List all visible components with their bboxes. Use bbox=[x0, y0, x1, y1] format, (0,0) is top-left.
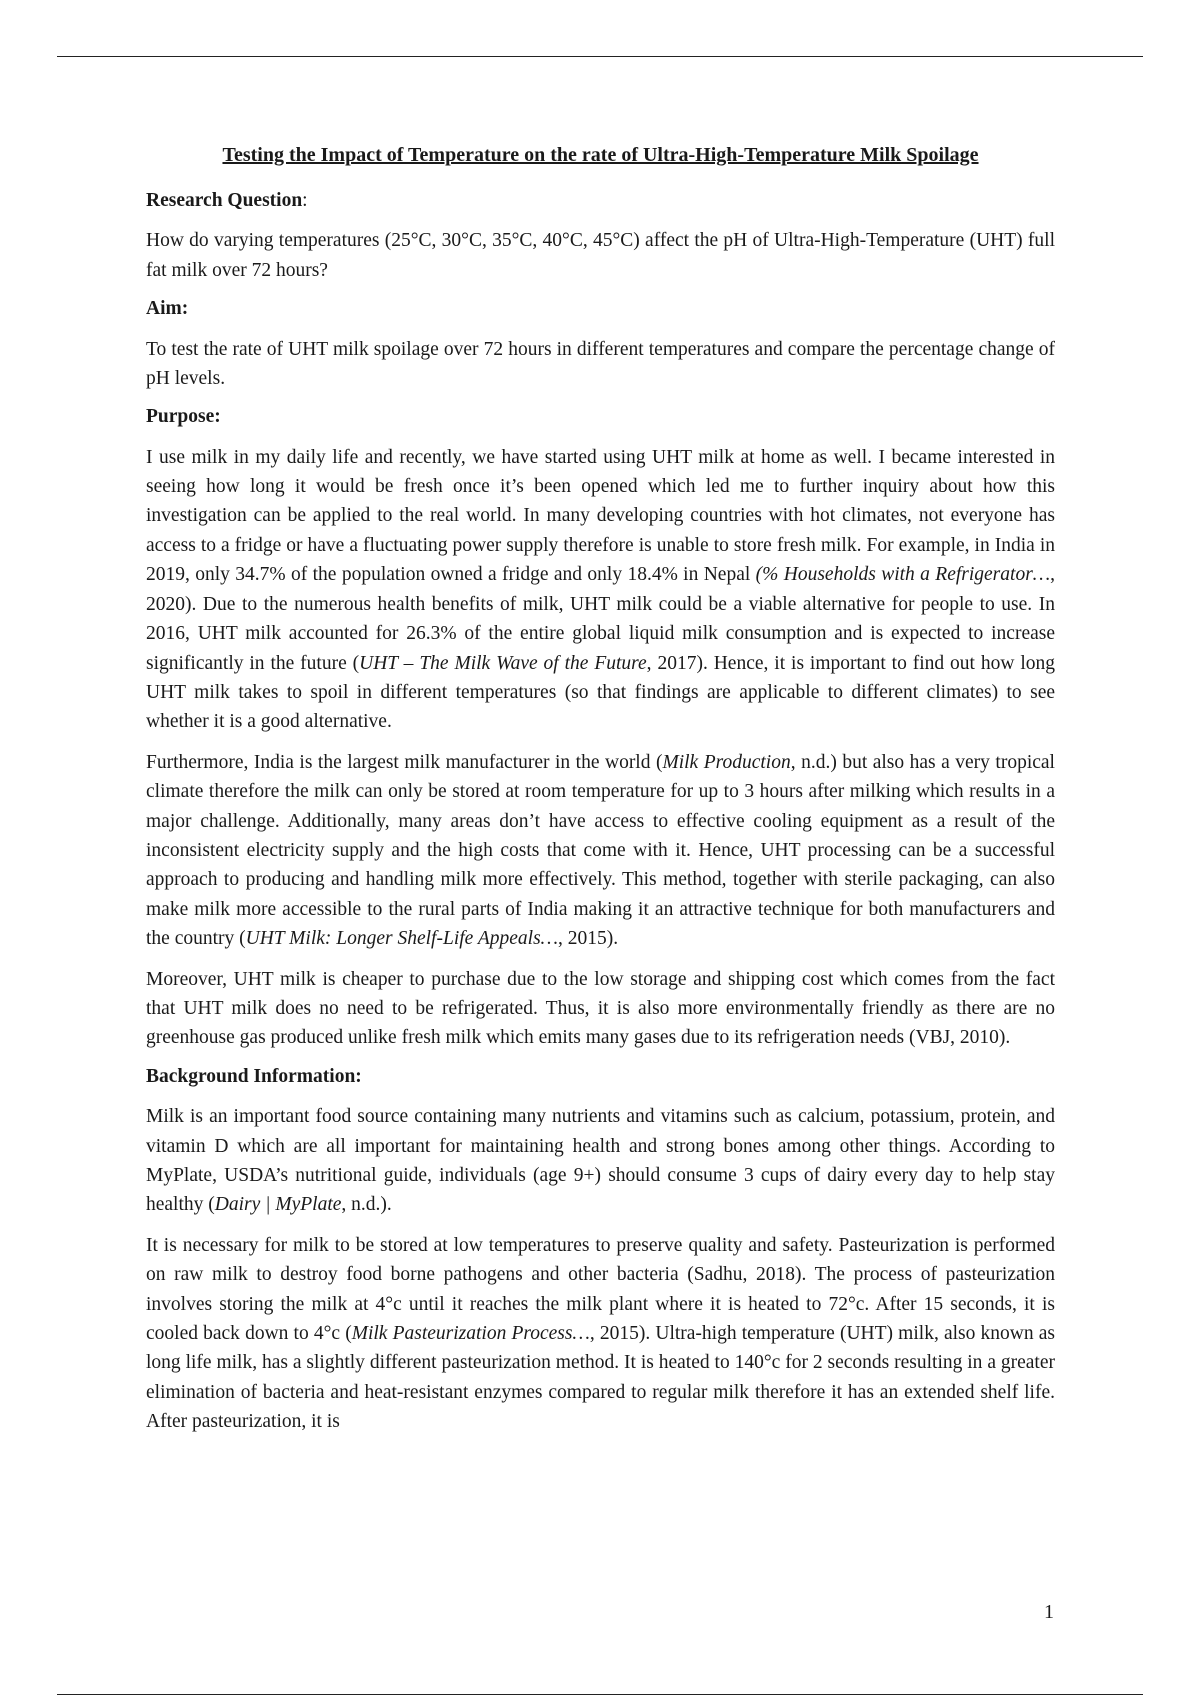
background-paragraph-1: Milk is an important food source containing many nutrients and vitamins such as calcium, potassium, protein, and vitamin D which are all important for maintaining health and strong bones among other things. According to MyPlate, USDA’s nutritional guide, individuals (age 9+) should consume 3 cups of dairy every day to help stay healthy (Dairy | MyPlate, n.d.). bbox=[146, 1106, 1055, 1216]
citation: UHT Milk: Longer Shelf-Life Appeals… bbox=[245, 928, 558, 950]
purpose-paragraph-3: Moreover, UHT milk is cheaper to purchase due to the low storage and shipping cost which comes from the fact that UHT milk does no need to be refrigerated. Thus, it is also more environmentally friendly as there are no greenhouse gas produced unlike fresh milk which emits many gases due to its refrigeration needs (VBJ, 2010). bbox=[146, 968, 1055, 1049]
document-body bbox=[146, 142, 1055, 1448]
aim-text: To test the rate of UHT milk spoilage over 72 hours in different temperatures and compare the percentage change of pH levels. bbox=[146, 338, 1055, 389]
citation: (% Households with a Refrigerator… bbox=[755, 564, 1051, 586]
citation: UHT – The Milk Wave of the Future bbox=[359, 652, 647, 674]
document-title: Testing the Impact of Temperature on the rate of Ultra-High-Temperature Milk Spoilage bbox=[222, 144, 979, 166]
citation: Milk Production bbox=[662, 751, 791, 773]
background-heading: Background Information: bbox=[146, 1065, 362, 1087]
page-number: 1 bbox=[1044, 1601, 1054, 1623]
background-paragraph-2: It is necessary for milk to be stored at low temperatures to preserve quality and safety. Pasteurization is performed on raw milk to destroy food borne pathogens and other bacteria (Sadhu, 2018). The process of pasteurization involves storing the milk at 4°c until it reaches the milk plant where it is heated to 72°c. After 15 seconds, it is cooled back down to 4°c (Milk Pasteurization Process…, 2015). Ultra-high temperature (UHT) milk, also known as long life milk, has a slightly different pasteurization method. It is heated to 140°c for 2 seconds resulting in a greater elimination of bacteria and heat-resistant enzymes compared to regular milk therefore it has an extended shelf life. After pasteurization, it is bbox=[146, 1234, 1055, 1433]
research-question-text: How do varying temperatures (25°C, 30°C, 35°C, 40°C, 45°C) affect the pH of Ultra-High-Temperature (UHT) full fat milk over 72 hours? bbox=[146, 230, 1055, 281]
header-rule bbox=[57, 56, 1143, 57]
purpose-heading: Purpose: bbox=[146, 406, 221, 428]
footer-rule bbox=[57, 1694, 1143, 1695]
citation: Milk Pasteurization Process… bbox=[351, 1322, 590, 1344]
citation: Dairy | MyPlate bbox=[214, 1194, 342, 1216]
research-question-heading: Research Question: bbox=[146, 190, 308, 211]
purpose-paragraph-1: I use milk in my daily life and recently, we have started using UHT milk at home as well. I became interested in seeing how long it would be fresh once it’s been opened which led me to further inquiry about how this investigation can be applied to the real world. In many developing countries with hot climates, not everyone has access to a fridge or have a fluctuating power supply therefore is unable to store fresh milk. For example, in India in 2019, only 34.7% of the population owned a fridge and only 18.4% in Nepal (% Households with a Refrigerator…, 2020). Due to the numerous health benefits of milk, UHT milk could be a viable alternative for people to use. In 2016, UHT milk accounted for 26.3% of the entire global liquid milk consumption and is expected to increase significantly in the future (UHT – The Milk Wave of the Future, 2017). Hence, it is important to find out how long UHT milk takes to spoil in different temperatures (so that findings are applicable to different climates) to see whether it is a good alternative. bbox=[146, 446, 1055, 733]
purpose-paragraph-2: Furthermore, India is the largest milk manufacturer in the world (Milk Production, n.d.) but also has a very tropical climate therefore the milk can only be stored at room temperature for up to 3 hours after milking which results in a major challenge. Additionally, many areas don’t have access to effective cooling equipment as a result of the inconsistent electricity supply and the high costs that come with it. Hence, UHT processing can be a successful approach to producing and handling milk more effectively. This method, together with sterile packaging, can also make milk more accessible to the rural parts of India making it an attractive technique for both manufacturers and the country (UHT Milk: Longer Shelf-Life Appeals…, 2015). bbox=[146, 751, 1055, 950]
aim-heading: Aim: bbox=[146, 298, 189, 320]
